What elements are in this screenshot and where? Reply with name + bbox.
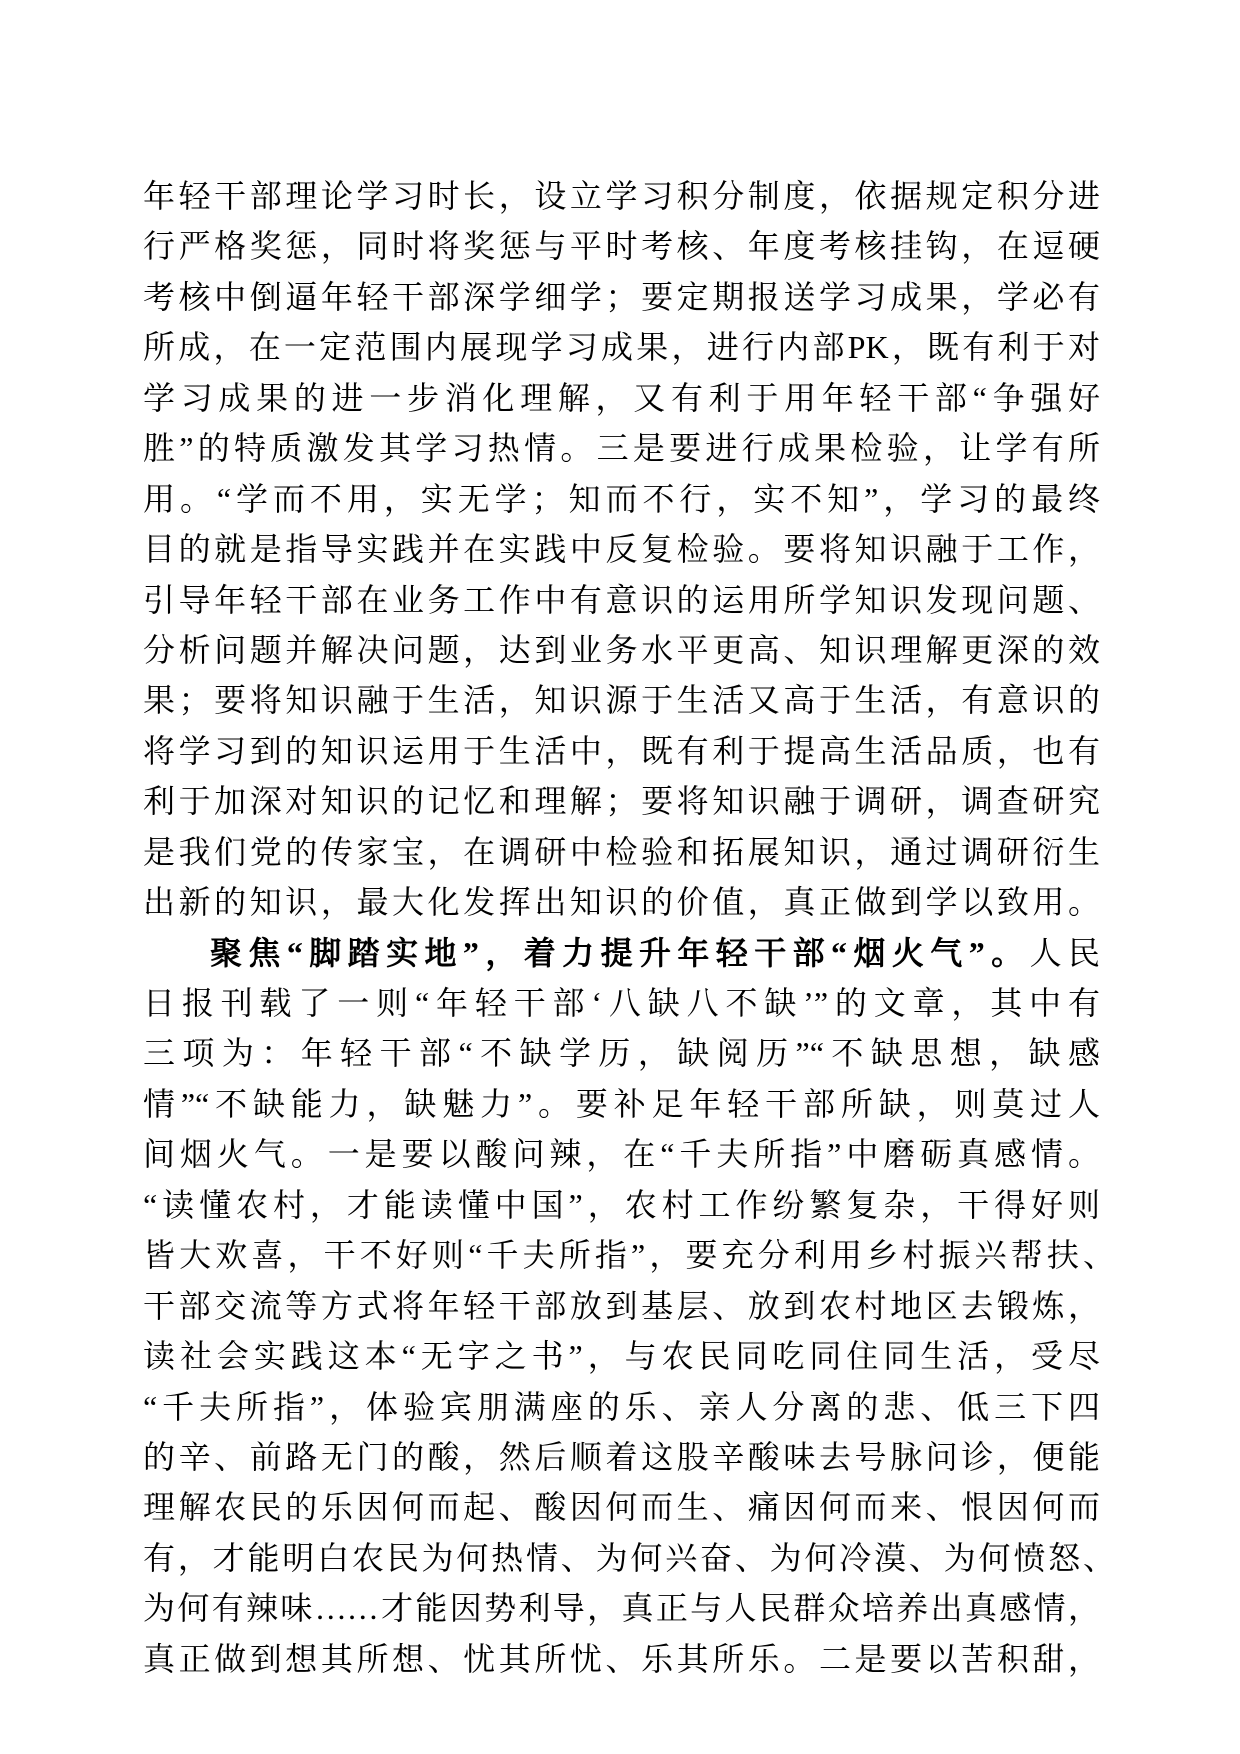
text-line: 目的就是指导实践并在实践中反复检验。要将知识融于工作， — [143, 531, 1100, 568]
text-line: 间烟火气。一是要以酸问辣，在“千夫所指”中磨砺真感情。 — [143, 1136, 1100, 1173]
text-line: 年轻干部理论学习时长，设立学习积分制度，依据规定积分进 — [143, 178, 1100, 214]
text-line: 真正做到想其所想、忧其所忧、乐其所乐。二是要以苦积甜， — [143, 1640, 1100, 1677]
text-line: 学习成果的进一步消化理解，又有利于用年轻干部“争强好 — [143, 379, 1100, 416]
text-line: 干部交流等方式将年轻干部放到基层、放到农村地区去锻炼， — [143, 1287, 1100, 1324]
lead-text: 人民 — [1029, 934, 1100, 971]
text-line: 是我们党的传家宝，在调研中检验和拓展知识，通过调研衍生 — [143, 833, 1100, 870]
paragraph-1 — [143, 171, 1103, 928]
text-line: 行严格奖惩，同时将奖惩与平时考核、年度考核挂钩，在逗硬 — [143, 228, 1100, 265]
text-line: 三项为：年轻干部“不缺学历，缺阅历”“不缺思想，缺感 — [143, 1035, 1100, 1072]
section-lead-line — [143, 928, 1100, 978]
text-line: 读社会实践这本“无字之书”，与农民同吃同住同生活，受尽 — [143, 1338, 1100, 1375]
paragraph-2 — [143, 928, 1115, 1685]
text-line: 情”“不缺能力，缺魅力”。要补足年轻干部所缺，则莫过人 — [143, 1085, 1100, 1122]
text-line: 所成，在一定范围内展现学习成果，进行内部PK，既有利于对 — [143, 329, 1100, 366]
text-line: 引导年轻干部在业务工作中有意识的运用所学知识发现问题、 — [143, 581, 1100, 618]
text-line: 将学习到的知识运用于生活中，既有利于提高生活品质，也有 — [143, 732, 1100, 769]
text-line: 用。“学而不用，实无学；知而不行，实不知”，学习的最终 — [143, 480, 1100, 517]
text-line: 考核中倒逼年轻干部深学细学；要定期报送学习成果，学必有 — [143, 278, 1100, 315]
text-line: 理解农民的乐因何而起、酸因何而生、痛因何而来、恨因何而 — [143, 1489, 1100, 1526]
text-line: 日报刊载了一则“年轻干部‘八缺八不缺’”的文章，其中有 — [143, 985, 1100, 1021]
text-line: 利于加深对知识的记忆和理解；要将知识融于调研，调查研究 — [143, 783, 1100, 820]
text-line: “读懂农村，才能读懂中国”，农村工作纷繁复杂，干得好则 — [143, 1186, 1100, 1223]
body-text — [143, 171, 1115, 1684]
text-line: 胜”的特质激发其学习热情。三是要进行成果检验，让学有所 — [143, 430, 1100, 467]
text-line: 为何有辣味……才能因势利导，真正与人民群众培养出真感情， — [143, 1590, 1100, 1627]
text-line: 果；要将知识融于生活，知识源于生活又高于生活，有意识的 — [143, 682, 1100, 719]
text-line: 有，才能明白农民为何热情、为何兴奋、为何冷漠、为何愤怒、 — [143, 1539, 1115, 1576]
text-line: “千夫所指”，体验宾朋满座的乐、亲人分离的悲、低三下四 — [143, 1388, 1100, 1425]
text-line: 的辛、前路无门的酸，然后顺着这股辛酸味去号脉问诊，便能 — [143, 1438, 1100, 1475]
text-line: 出新的知识，最大化发挥出知识的价值，真正做到学以致用。 — [143, 884, 1100, 921]
text-line: 皆大欢喜，干不好则“千夫所指”，要充分利用乡村振兴帮扶、 — [143, 1237, 1115, 1274]
text-line: 分析问题并解决问题，达到业务水平更高、知识理解更深的效 — [143, 631, 1100, 668]
section-heading: 聚焦“脚踏实地”，着力提升年轻干部“烟火气”。 — [210, 934, 1030, 971]
